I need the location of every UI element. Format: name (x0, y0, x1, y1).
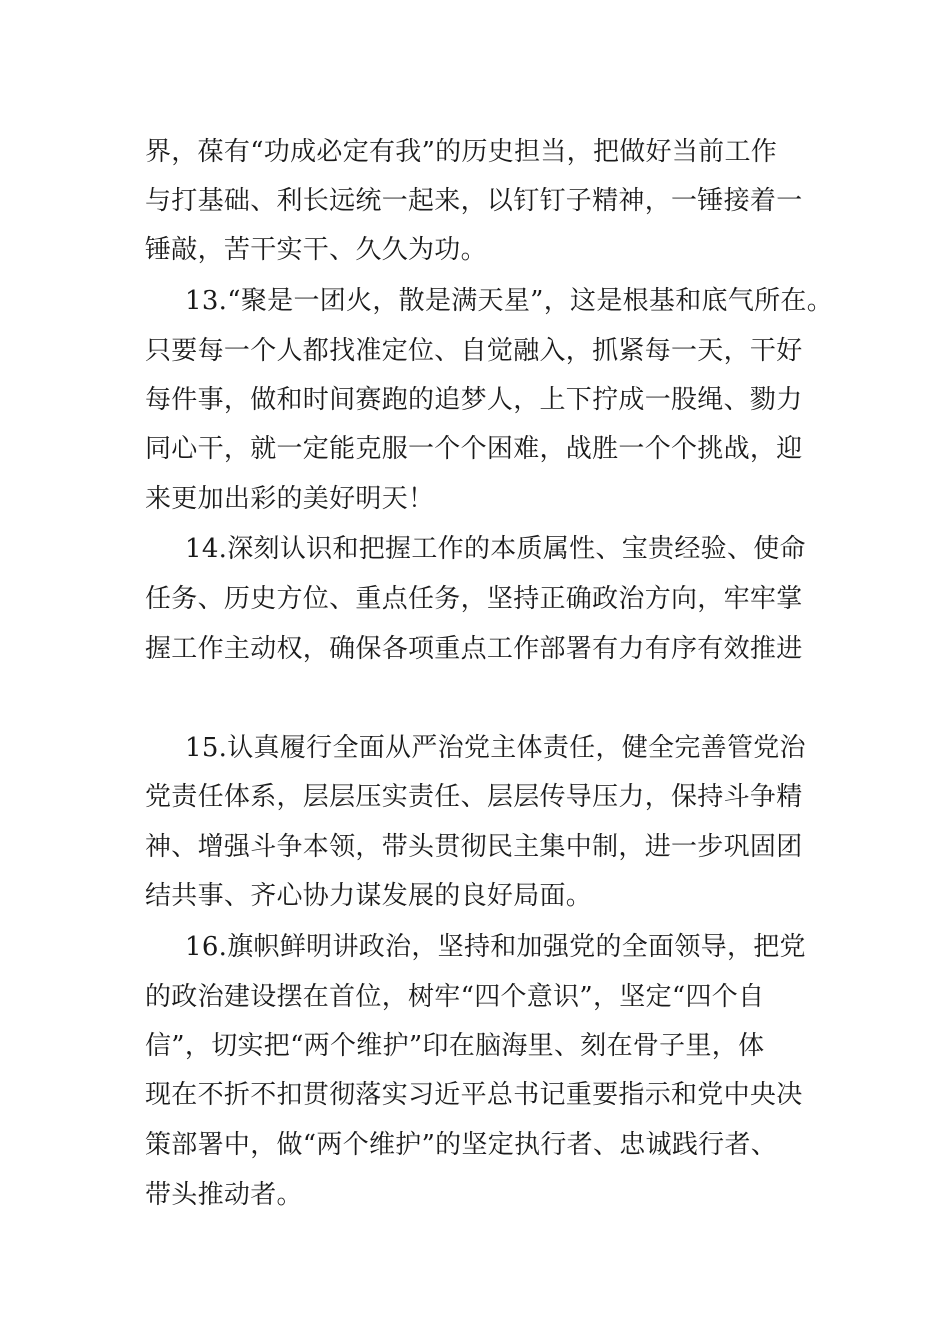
paragraph-14-first-line: 14.深刻认识和把握工作的本质属性、宝贵经验、使命 (185, 534, 806, 564)
text-line: 党责任体系，层层压实责任、层层传导压力，保持斗争精 (145, 782, 803, 812)
text-line: 任务、历史方位、重点任务，坚持正确政治方向，牢牢掌 (145, 584, 803, 614)
text-line: 策部署中，做“两个维护”的坚定执行者、忠诚践行者、 (145, 1130, 778, 1160)
text-line: 来更加出彩的美好明天！ (145, 484, 435, 514)
text-line: 信”，切实把“两个维护”印在脑海里、刻在骨子里，体 (145, 1031, 765, 1061)
text-line: 界，葆有“功成必定有我”的历史担当，把做好当前工作 (145, 137, 778, 167)
text-line: 握工作主动权，确保各项重点工作部署有力有序有效推进 (145, 634, 803, 664)
text-line: 神、增强斗争本领，带头贯彻民主集中制，进一步巩固团 (145, 832, 803, 862)
paragraph-16-first-line: 16.旗帜鲜明讲政治，坚持和加强党的全面领导，把党 (185, 932, 806, 962)
text-line: 只要每一个人都找准定位、自觉融入，抓紧每一天，干好 (145, 336, 803, 366)
text-line: 与打基础、利长远统一起来，以钉钉子精神，一锤接着一 (145, 186, 803, 216)
text-line: 锤敲，苦干实干、久久为功。 (145, 235, 487, 265)
text-line: 带头推动者。 (145, 1180, 303, 1210)
text-line: 同心干，就一定能克服一个个困难，战胜一个个挑战，迎 (145, 434, 803, 464)
text-line: 现在不折不扣贯彻落实习近平总书记重要指示和党中央决 (145, 1080, 803, 1110)
text-line: 结共事、齐心协力谋发展的良好局面。 (145, 881, 593, 911)
paragraph-13-first-line: 13.“聚是一团火，散是满天星”，这是根基和底气所在。 (185, 286, 834, 316)
text-line: 的政治建设摆在首位，树牢“四个意识”，坚定“四个自 (145, 982, 765, 1012)
text-line: 每件事，做和时间赛跑的追梦人，上下拧成一股绳、勠力 (145, 385, 803, 415)
paragraph-15-first-line: 15.认真履行全面从严治党主体责任，健全完善管党治 (185, 733, 806, 763)
